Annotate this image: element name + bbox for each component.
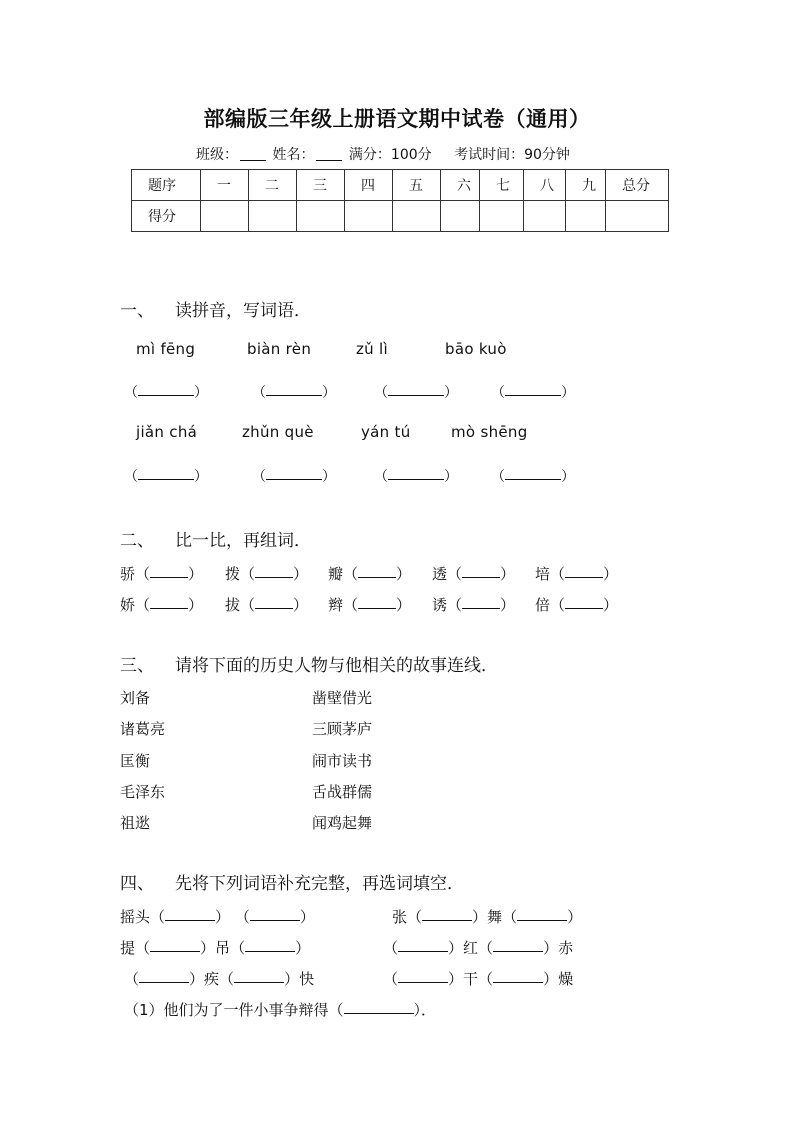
score-header-cell: 六 — [441, 170, 480, 201]
score-header-cell: 九 — [566, 170, 606, 201]
answer-blank[interactable]: （ ） — [491, 385, 575, 401]
person-item[interactable]: 毛泽东 — [120, 783, 166, 801]
section-text: 请将下面的历史人物与他相关的故事连线． — [175, 656, 498, 676]
person-item[interactable]: 刘备 — [120, 689, 151, 707]
score-header-cell: 三 — [297, 170, 345, 201]
section-number: 二、 — [120, 531, 154, 551]
exam-time: 考试时间：90分钟 — [454, 147, 570, 163]
section-number: 一、 — [120, 301, 154, 321]
answer-blank[interactable]: （ ） — [374, 385, 458, 401]
section-3-heading — [120, 651, 498, 676]
idiom-item[interactable]: 张（ ）舞（ ） — [392, 908, 583, 926]
score-cell[interactable] — [345, 201, 393, 232]
score-cell[interactable] — [201, 201, 249, 232]
score-row-label: 得分 — [132, 201, 201, 232]
section-1-heading — [120, 296, 311, 321]
score-header-cell: 八 — [524, 170, 566, 201]
compare-item[interactable]: 辫（ ） — [328, 596, 412, 614]
story-item[interactable]: 闻鸡起舞 — [312, 814, 373, 832]
answer-blank[interactable]: （ ） — [374, 469, 458, 485]
exam-info — [196, 144, 570, 164]
page-title: 部编版三年级上册语文期中试卷（通用） — [203, 106, 591, 131]
score-cell[interactable] — [393, 201, 441, 232]
section-text: 比一比，再组词． — [175, 531, 311, 551]
score-header-cell: 一 — [201, 170, 249, 201]
compare-item[interactable]: 倍（ ） — [535, 596, 619, 614]
idiom-item[interactable]: 提（ ）吊（ ） — [120, 939, 311, 957]
pinyin: jiǎn chá — [136, 423, 198, 441]
answer-blank[interactable]: （ ） — [124, 469, 208, 485]
answer-blank[interactable]: （ ） — [491, 469, 575, 485]
answer-blank[interactable]: （ ） — [252, 385, 336, 401]
compare-item[interactable]: 瓣（ ） — [328, 565, 412, 583]
pinyin: zǔ lì — [356, 340, 388, 358]
compare-item[interactable]: 透（ ） — [432, 565, 516, 583]
section-4-heading — [120, 869, 464, 894]
score-header-cell: 题序 — [132, 170, 201, 201]
class-blank[interactable] — [240, 159, 266, 161]
score-header-cell: 四 — [345, 170, 393, 201]
score-table — [131, 169, 669, 232]
score-cell[interactable] — [249, 201, 297, 232]
pinyin: yán tú — [361, 423, 411, 441]
score-header-cell: 七 — [480, 170, 524, 201]
score-header-cell: 二 — [249, 170, 297, 201]
story-item[interactable]: 舌战群儒 — [312, 783, 373, 801]
name-blank[interactable] — [316, 159, 342, 161]
score-cell[interactable] — [480, 201, 524, 232]
compare-item[interactable]: 诱（ ） — [432, 596, 516, 614]
idiom-item[interactable]: （ ）红（ ）赤 — [383, 939, 574, 957]
answer-blank[interactable]: （ ） — [252, 469, 336, 485]
score-table-header-row — [132, 170, 669, 201]
score-cell[interactable] — [297, 201, 345, 232]
class-label: 班级： — [196, 147, 238, 163]
score-cell[interactable] — [524, 201, 566, 232]
pinyin: zhǔn què — [242, 423, 314, 441]
compare-item[interactable]: 培（ ） — [535, 565, 619, 583]
compare-item[interactable]: 骄（ ） — [120, 565, 204, 583]
score-table-score-row — [132, 201, 669, 232]
compare-item[interactable]: 拨（ ） — [225, 565, 309, 583]
compare-item[interactable]: 拔（ ） — [225, 596, 309, 614]
full-score: 满分：100分 — [348, 147, 432, 163]
score-header-cell: 五 — [393, 170, 441, 201]
idiom-item[interactable]: （ ）疾（ ）快 — [124, 970, 315, 988]
pinyin: bāo kuò — [445, 340, 507, 358]
score-cell[interactable] — [441, 201, 480, 232]
section-2-heading — [120, 526, 311, 551]
pinyin: mì fēng — [136, 340, 196, 358]
section-number: 四、 — [120, 874, 154, 894]
fill-question-1[interactable]: （1）他们为了一件小事争辩得（ ）． — [124, 1001, 437, 1019]
person-item[interactable]: 诸葛亮 — [120, 720, 166, 738]
section-text: 读拼音，写词语． — [175, 301, 311, 321]
score-header-cell: 总分 — [606, 170, 669, 201]
story-item[interactable]: 闹市读书 — [312, 752, 373, 770]
person-item[interactable]: 匡衡 — [120, 752, 151, 770]
idiom-item[interactable]: （ ）干（ ）燥 — [383, 970, 574, 988]
section-number: 三、 — [120, 656, 154, 676]
idiom-item[interactable]: 摇头（ ） （ ） — [120, 908, 315, 926]
section-text: 先将下列词语补充完整，再选词填空． — [175, 874, 464, 894]
pinyin: biàn rèn — [247, 340, 312, 358]
score-cell[interactable] — [606, 201, 669, 232]
compare-item[interactable]: 娇（ ） — [120, 596, 204, 614]
person-item[interactable]: 祖逖 — [120, 814, 151, 832]
name-label: 姓名： — [272, 147, 315, 163]
pinyin: mò shēng — [451, 423, 528, 441]
answer-blank[interactable]: （ ） — [124, 385, 208, 401]
story-item[interactable]: 凿壁借光 — [312, 689, 373, 707]
story-item[interactable]: 三顾茅庐 — [312, 720, 373, 738]
score-cell[interactable] — [566, 201, 606, 232]
